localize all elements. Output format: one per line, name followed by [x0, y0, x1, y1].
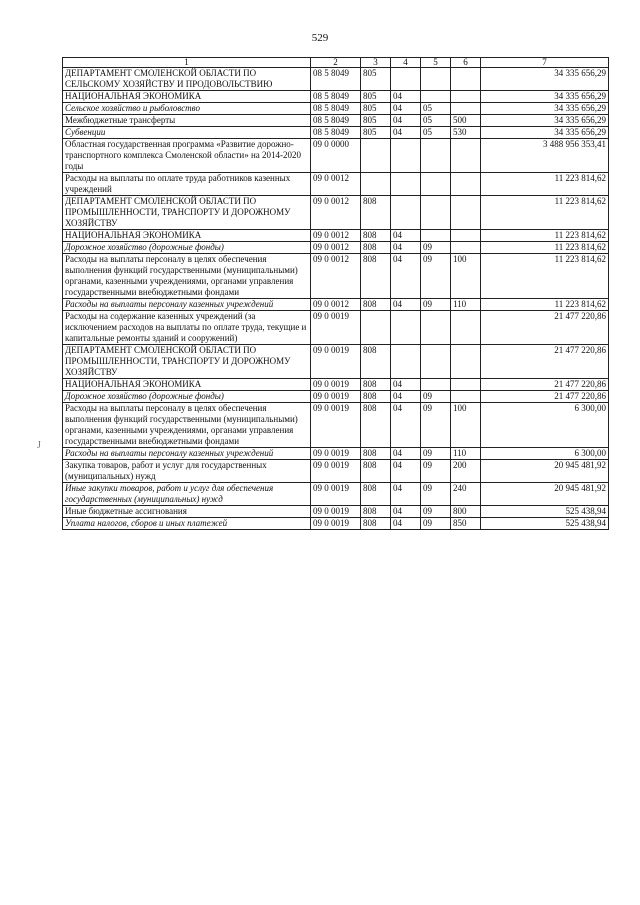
row-subsection-code: 09: [421, 448, 451, 460]
row-amount: 11 223 814,62: [481, 230, 609, 242]
row-target-article-code: 09 0 0012: [311, 230, 361, 242]
row-name: Закупка товаров, работ и услуг для государственных (муниципальных) нужд: [63, 460, 311, 483]
row-admin-code: 808: [361, 230, 391, 242]
row-admin-code: [361, 311, 391, 345]
table-row: [63, 518, 609, 530]
header-col-5: 5: [421, 58, 451, 68]
row-admin-code: 808: [361, 242, 391, 254]
row-target-article-code: 09 0 0019: [311, 379, 361, 391]
row-name: Расходы на выплаты персоналу казенных учреждений: [63, 299, 311, 311]
row-amount: 6 300,00: [481, 448, 609, 460]
row-name: НАЦИОНАЛЬНАЯ ЭКОНОМИКА: [63, 91, 311, 103]
row-subsection-code: 09: [421, 242, 451, 254]
row-amount: 21 477 220,86: [481, 345, 609, 379]
row-subsection-code: 09: [421, 299, 451, 311]
row-amount: 34 335 656,29: [481, 115, 609, 127]
row-admin-code: 805: [361, 91, 391, 103]
row-section-code: 04: [391, 448, 421, 460]
row-name: НАЦИОНАЛЬНАЯ ЭКОНОМИКА: [63, 379, 311, 391]
row-expense-type-code: [451, 311, 481, 345]
row-amount: 34 335 656,29: [481, 103, 609, 115]
row-target-article-code: 09 0 0012: [311, 254, 361, 299]
row-amount: 525 438,94: [481, 506, 609, 518]
table-row: [63, 379, 609, 391]
row-section-code: 04: [391, 460, 421, 483]
row-section-code: [391, 196, 421, 230]
row-name: Расходы на выплаты персоналу в целях обеспечения выполнения функций государственными (муниципальными) органами, казенными учреждениями, органами управления государственными внебюджетными фондами: [63, 254, 311, 299]
row-expense-type-code: 110: [451, 299, 481, 311]
row-section-code: 04: [391, 91, 421, 103]
row-expense-type-code: [451, 173, 481, 196]
row-subsection-code: [421, 68, 451, 91]
table-row: [63, 460, 609, 483]
table-row: [63, 345, 609, 379]
table-row: [63, 299, 609, 311]
row-section-code: 04: [391, 403, 421, 448]
row-section-code: 04: [391, 391, 421, 403]
row-section-code: 04: [391, 242, 421, 254]
row-name: Уплата налогов, сборов и иных платежей: [63, 518, 311, 530]
row-target-article-code: 08 5 8049: [311, 127, 361, 139]
row-amount: 20 945 481,92: [481, 483, 609, 506]
row-expense-type-code: 530: [451, 127, 481, 139]
row-target-article-code: 09 0 0019: [311, 403, 361, 448]
header-col-2: 2: [311, 58, 361, 68]
row-name: Расходы на выплаты персоналу казенных учреждений: [63, 448, 311, 460]
row-amount: 11 223 814,62: [481, 242, 609, 254]
table-row: [63, 230, 609, 242]
row-expense-type-code: 100: [451, 254, 481, 299]
row-amount: 525 438,94: [481, 518, 609, 530]
row-admin-code: 805: [361, 68, 391, 91]
row-admin-code: [361, 173, 391, 196]
row-amount: 34 335 656,29: [481, 127, 609, 139]
row-section-code: 04: [391, 115, 421, 127]
row-subsection-code: [421, 91, 451, 103]
row-admin-code: 808: [361, 506, 391, 518]
row-amount: 20 945 481,92: [481, 460, 609, 483]
row-target-article-code: 09 0 0019: [311, 506, 361, 518]
header-col-7: 7: [481, 58, 609, 68]
table-row: [63, 127, 609, 139]
row-section-code: 04: [391, 103, 421, 115]
row-subsection-code: 09: [421, 391, 451, 403]
row-target-article-code: 09 0 0019: [311, 518, 361, 530]
row-section-code: 04: [391, 379, 421, 391]
row-target-article-code: 08 5 8049: [311, 91, 361, 103]
row-amount: 21 477 220,86: [481, 311, 609, 345]
row-subsection-code: 09: [421, 483, 451, 506]
header-col-3: 3: [361, 58, 391, 68]
row-subsection-code: 05: [421, 115, 451, 127]
row-subsection-code: [421, 345, 451, 379]
row-subsection-code: [421, 230, 451, 242]
row-expense-type-code: 110: [451, 448, 481, 460]
row-amount: 3 488 956 353,41: [481, 139, 609, 173]
row-target-article-code: 08 5 8049: [311, 115, 361, 127]
row-name: Расходы на выплаты по оплате труда работников казенных учреждений: [63, 173, 311, 196]
row-section-code: [391, 173, 421, 196]
page-number: 529: [311, 32, 329, 44]
row-expense-type-code: [451, 230, 481, 242]
table-body: [63, 68, 609, 530]
margin-mark: J: [37, 440, 41, 451]
row-expense-type-code: [451, 345, 481, 379]
row-subsection-code: [421, 139, 451, 173]
row-expense-type-code: 500: [451, 115, 481, 127]
row-subsection-code: 09: [421, 254, 451, 299]
row-expense-type-code: [451, 196, 481, 230]
header-col-4: 4: [391, 58, 421, 68]
table-row: [63, 173, 609, 196]
row-admin-code: 808: [361, 460, 391, 483]
row-section-code: 04: [391, 518, 421, 530]
row-admin-code: 808: [361, 403, 391, 448]
row-target-article-code: 09 0 0019: [311, 311, 361, 345]
table-row: [63, 506, 609, 518]
row-admin-code: 808: [361, 448, 391, 460]
row-admin-code: 808: [361, 518, 391, 530]
row-expense-type-code: [451, 242, 481, 254]
table-row: [63, 391, 609, 403]
row-name: Дорожное хозяйство (дорожные фонды): [63, 391, 311, 403]
row-target-article-code: 09 0 0000: [311, 139, 361, 173]
table-row: [63, 254, 609, 299]
row-expense-type-code: 200: [451, 460, 481, 483]
row-amount: 21 477 220,86: [481, 391, 609, 403]
row-admin-code: 805: [361, 103, 391, 115]
table-row: [63, 483, 609, 506]
row-target-article-code: 08 5 8049: [311, 68, 361, 91]
row-subsection-code: [421, 173, 451, 196]
row-section-code: 04: [391, 230, 421, 242]
row-name: ДЕПАРТАМЕНТ СМОЛЕНСКОЙ ОБЛАСТИ ПО СЕЛЬСКОМУ ХОЗЯЙСТВУ И ПРОДОВОЛЬСТВИЮ: [63, 68, 311, 91]
row-subsection-code: 09: [421, 506, 451, 518]
budget-table: [62, 57, 609, 530]
row-amount: 34 335 656,29: [481, 91, 609, 103]
row-name: Межбюджетные трансферты: [63, 115, 311, 127]
row-expense-type-code: [451, 68, 481, 91]
row-section-code: [391, 68, 421, 91]
row-subsection-code: [421, 379, 451, 391]
row-target-article-code: 09 0 0019: [311, 391, 361, 403]
row-admin-code: 805: [361, 127, 391, 139]
row-subsection-code: 05: [421, 103, 451, 115]
row-admin-code: 808: [361, 196, 391, 230]
row-section-code: 04: [391, 254, 421, 299]
row-amount: 11 223 814,62: [481, 173, 609, 196]
row-target-article-code: 09 0 0012: [311, 173, 361, 196]
row-target-article-code: 08 5 8049: [311, 103, 361, 115]
row-expense-type-code: 800: [451, 506, 481, 518]
row-amount: 11 223 814,62: [481, 254, 609, 299]
row-section-code: 04: [391, 127, 421, 139]
row-section-code: [391, 345, 421, 379]
row-name: Дорожное хозяйство (дорожные фонды): [63, 242, 311, 254]
row-subsection-code: 09: [421, 518, 451, 530]
table-row: [63, 196, 609, 230]
row-expense-type-code: 100: [451, 403, 481, 448]
row-expense-type-code: 240: [451, 483, 481, 506]
row-target-article-code: 09 0 0019: [311, 460, 361, 483]
row-section-code: 04: [391, 299, 421, 311]
row-admin-code: [361, 139, 391, 173]
row-section-code: 04: [391, 483, 421, 506]
row-name: ДЕПАРТАМЕНТ СМОЛЕНСКОЙ ОБЛАСТИ ПО ПРОМЫШЛЕННОСТИ, ТРАНСПОРТУ И ДОРОЖНОМУ ХОЗЯЙСТВУ: [63, 345, 311, 379]
row-subsection-code: 05: [421, 127, 451, 139]
row-expense-type-code: 850: [451, 518, 481, 530]
row-target-article-code: 09 0 0012: [311, 242, 361, 254]
row-section-code: [391, 139, 421, 173]
table-row: [63, 115, 609, 127]
row-name: Иные закупки товаров, работ и услуг для обеспечения государственных (муниципальных) нужд: [63, 483, 311, 506]
row-amount: 6 300,00: [481, 403, 609, 448]
row-subsection-code: 09: [421, 460, 451, 483]
row-expense-type-code: [451, 103, 481, 115]
row-target-article-code: 09 0 0012: [311, 299, 361, 311]
row-admin-code: 805: [361, 115, 391, 127]
table-row: [63, 311, 609, 345]
row-admin-code: 808: [361, 379, 391, 391]
row-target-article-code: 09 0 0019: [311, 448, 361, 460]
row-section-code: 04: [391, 506, 421, 518]
row-name: Иные бюджетные ассигнования: [63, 506, 311, 518]
table-row: [63, 448, 609, 460]
row-name: Расходы на содержание казенных учреждений (за исключением расходов на выплаты по оплате труда, текущие и капитальные ремонты зданий и сооружений): [63, 311, 311, 345]
table-row: [63, 91, 609, 103]
row-name: Субвенции: [63, 127, 311, 139]
row-amount: 34 335 656,29: [481, 68, 609, 91]
table-row: [63, 68, 609, 91]
row-name: НАЦИОНАЛЬНАЯ ЭКОНОМИКА: [63, 230, 311, 242]
row-admin-code: 808: [361, 254, 391, 299]
table-row: [63, 139, 609, 173]
row-target-article-code: 09 0 0019: [311, 345, 361, 379]
row-admin-code: 808: [361, 391, 391, 403]
table-row: [63, 103, 609, 115]
row-expense-type-code: [451, 91, 481, 103]
row-admin-code: 808: [361, 483, 391, 506]
row-name: Сельское хозяйство и рыболовство: [63, 103, 311, 115]
row-expense-type-code: [451, 379, 481, 391]
header-col-6: 6: [451, 58, 481, 68]
row-section-code: [391, 311, 421, 345]
row-name: Расходы на выплаты персоналу в целях обеспечения выполнения функций государственными (муниципальными) органами, казенными учреждениями, органами управления государственными внебюджетными фондами: [63, 403, 311, 448]
row-target-article-code: 09 0 0012: [311, 196, 361, 230]
row-amount: 11 223 814,62: [481, 196, 609, 230]
table-row: [63, 403, 609, 448]
row-name: ДЕПАРТАМЕНТ СМОЛЕНСКОЙ ОБЛАСТИ ПО ПРОМЫШЛЕННОСТИ, ТРАНСПОРТУ И ДОРОЖНОМУ ХОЗЯЙСТВУ: [63, 196, 311, 230]
row-admin-code: 808: [361, 345, 391, 379]
row-amount: 11 223 814,62: [481, 299, 609, 311]
row-expense-type-code: [451, 391, 481, 403]
table-row: [63, 242, 609, 254]
header-col-1: 1: [63, 58, 311, 68]
row-target-article-code: 09 0 0019: [311, 483, 361, 506]
header-row: [63, 58, 609, 68]
row-amount: 21 477 220,86: [481, 379, 609, 391]
row-name: Областная государственная программа «Развитие дорожно-транспортного комплекса Смоленской области» на 2014-2020 годы: [63, 139, 311, 173]
row-expense-type-code: [451, 139, 481, 173]
row-admin-code: 808: [361, 299, 391, 311]
row-subsection-code: 09: [421, 403, 451, 448]
row-subsection-code: [421, 196, 451, 230]
row-subsection-code: [421, 311, 451, 345]
